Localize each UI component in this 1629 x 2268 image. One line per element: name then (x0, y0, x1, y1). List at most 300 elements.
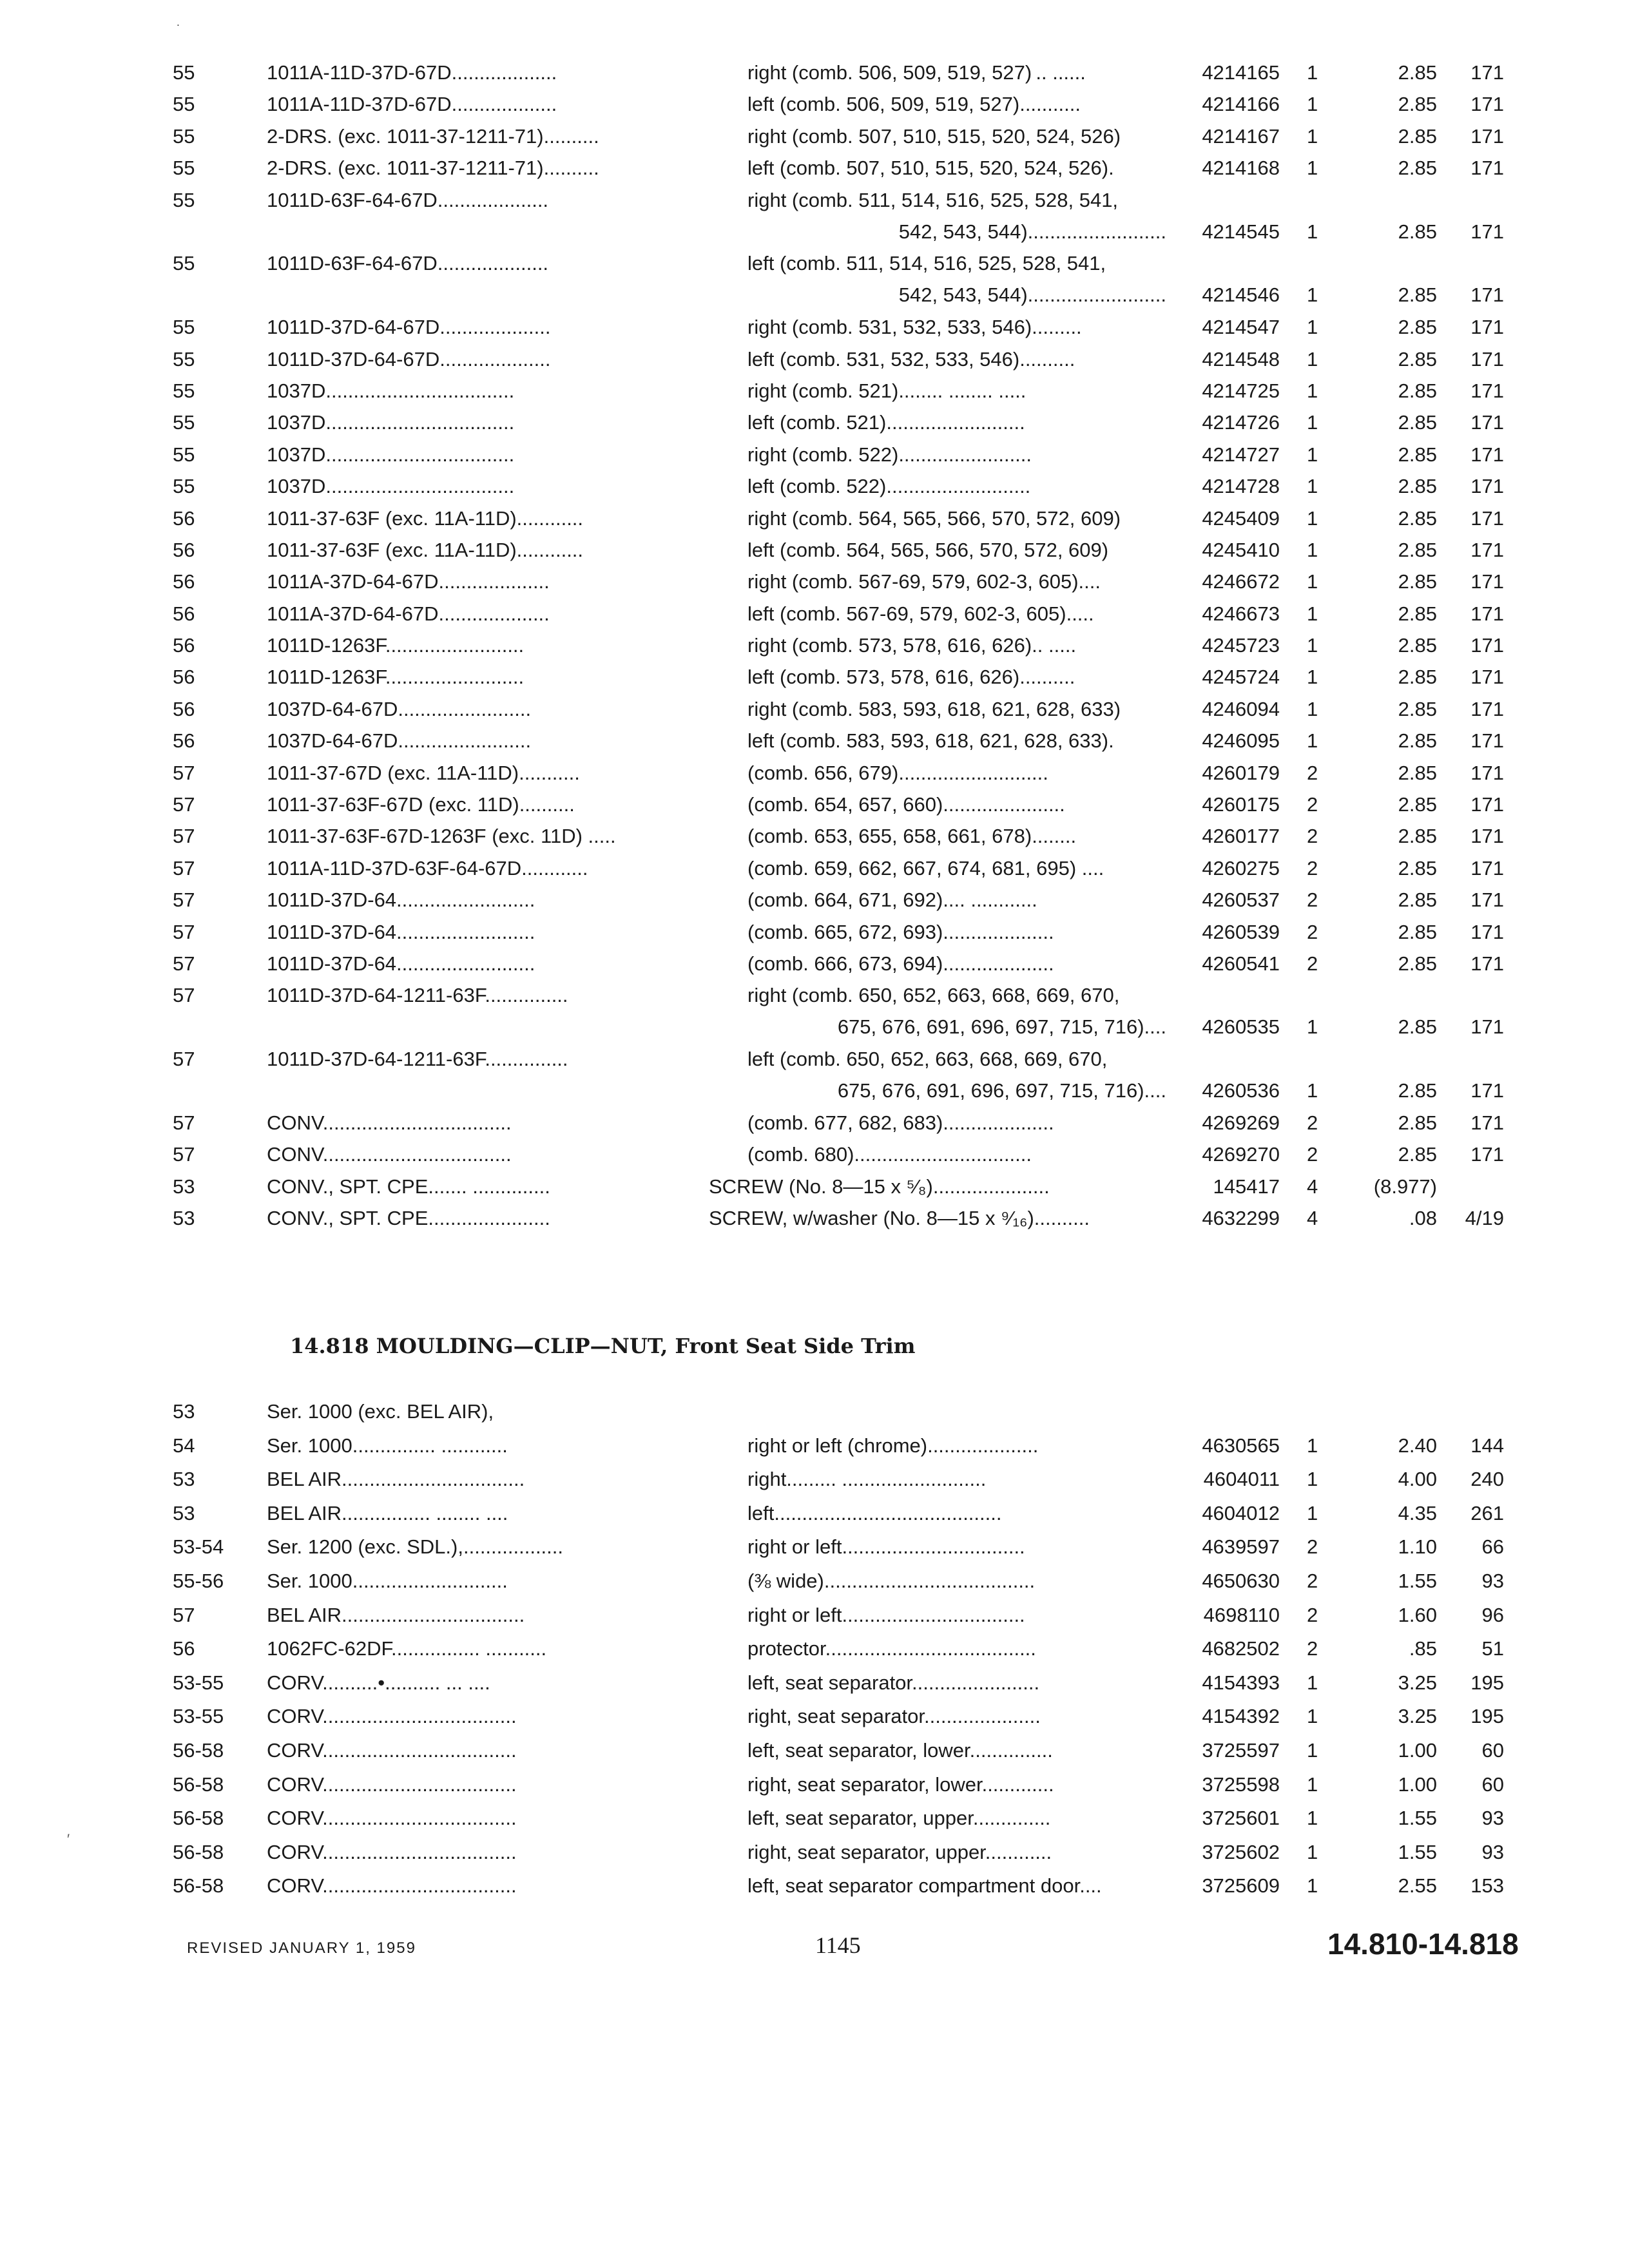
model-code: Ser. 1000............... ............ (267, 1434, 508, 1457)
part-number: 4650630 (1202, 1569, 1280, 1592)
price-group: 96 (1481, 1603, 1504, 1626)
part-number: 4214167 (1202, 124, 1280, 148)
table-row (0, 343, 1629, 375)
model-year: 55 (173, 379, 195, 402)
model-year: 56 (173, 602, 195, 625)
model-year: 57 (173, 1143, 195, 1166)
table-row (0, 979, 1629, 1043)
table-row (0, 1396, 1629, 1430)
price-group: 51 (1481, 1637, 1504, 1660)
table-row (0, 1700, 1629, 1735)
list-price: 1.00 (1398, 1738, 1437, 1762)
price-group: 171 (1470, 1015, 1504, 1039)
list-price: 2.85 (1398, 411, 1437, 434)
quantity: 1 (1307, 411, 1318, 434)
quantity: 1 (1307, 1015, 1318, 1039)
table-row (0, 1531, 1629, 1565)
model-year: 55 (173, 411, 195, 434)
model-year: 55 (173, 252, 195, 275)
price-group: 195 (1470, 1671, 1504, 1694)
section-range: 14.810-14.818 (1327, 1927, 1519, 1961)
model-code: CONV., SPT. CPE...................... (267, 1207, 550, 1230)
description: (comb. 654, 657, 660)...................... (747, 793, 1065, 816)
model-year: 56-58 (173, 1840, 224, 1863)
part-number: 4260537 (1202, 889, 1280, 912)
list-price: 2.85 (1398, 1015, 1437, 1039)
list-price: 3.25 (1398, 1671, 1437, 1694)
list-price: 4.00 (1398, 1468, 1437, 1491)
table-row (0, 407, 1629, 438)
list-price: 1.55 (1398, 1807, 1437, 1830)
description-line-1: right (comb. 650, 652, 663, 668, 669, 670, (747, 984, 1120, 1007)
model-code: 1011D-63F-64-67D.................... (267, 252, 549, 275)
description: left (comb. 521)......................... (747, 411, 1025, 434)
quantity: 2 (1307, 761, 1318, 784)
price-group: 171 (1470, 220, 1504, 243)
part-number: 4246094 (1202, 697, 1280, 720)
price-group: 60 (1481, 1738, 1504, 1762)
list-price: 4.35 (1398, 1501, 1437, 1524)
part-number: 4214728 (1202, 475, 1280, 498)
price-group: 171 (1470, 697, 1504, 720)
description: right (comb. 531, 532, 533, 546)......... (747, 316, 1082, 339)
model-year: 53-55 (173, 1671, 224, 1694)
part-number: 4246673 (1202, 602, 1280, 625)
quantity: 1 (1307, 443, 1318, 466)
model-year: 57 (173, 889, 195, 912)
part-number: 145417 (1213, 1175, 1280, 1198)
list-price: 2.85 (1398, 1111, 1437, 1134)
quantity: 1 (1307, 347, 1318, 370)
description: right (comb. 583, 593, 618, 621, 628, 633) (747, 697, 1121, 720)
quantity: 1 (1307, 316, 1318, 339)
quantity: 4 (1307, 1175, 1318, 1198)
part-number: 4245724 (1202, 666, 1280, 689)
list-price: 1.00 (1398, 1773, 1437, 1796)
list-price: 2.85 (1398, 920, 1437, 943)
model-year: 56-58 (173, 1874, 224, 1898)
description: right or left (chrome).................... (747, 1434, 1039, 1457)
page-number: 1145 (815, 1932, 861, 1958)
list-price: 2.85 (1398, 634, 1437, 657)
part-number: 4682502 (1202, 1637, 1280, 1660)
table-row (0, 725, 1629, 756)
model-code: CORV................................... (267, 1840, 517, 1863)
model-year: 57 (173, 793, 195, 816)
model-code: 1011A-37D-64-67D.................... (267, 570, 550, 593)
model-year: 54 (173, 1434, 195, 1457)
model-year: 57 (173, 1048, 195, 1071)
description: left......................................... (747, 1501, 1002, 1524)
part-number: 3725597 (1202, 1738, 1280, 1762)
model-code: 1011D-63F-64-67D.................... (267, 188, 549, 211)
list-price: 2.85 (1398, 761, 1437, 784)
price-group: 171 (1470, 793, 1504, 816)
list-price: 2.85 (1398, 93, 1437, 116)
price-group: 171 (1470, 347, 1504, 370)
model-year: 55 (173, 157, 195, 180)
list-price: 2.40 (1398, 1434, 1437, 1457)
model-year: 55-56 (173, 1569, 224, 1592)
part-number: 3725598 (1202, 1773, 1280, 1796)
quantity: 1 (1307, 1840, 1318, 1863)
model-year: 56 (173, 570, 195, 593)
table-row (0, 1769, 1629, 1803)
model-code: 1011-37-63F-67D-1263F (exc. 11D) ..... (267, 825, 616, 848)
quantity: 1 (1307, 1738, 1318, 1762)
description: (comb. 666, 673, 694).................... (747, 952, 1054, 975)
table-row (0, 247, 1629, 311)
quantity: 2 (1307, 1637, 1318, 1660)
part-number: 4245409 (1202, 506, 1280, 530)
table-row (0, 375, 1629, 407)
table-row (0, 1171, 1629, 1202)
list-price: 2.85 (1398, 347, 1437, 370)
price-group: 171 (1470, 602, 1504, 625)
description: right (comb. 521)........ ........ ..... (747, 379, 1027, 402)
part-number: 4604012 (1202, 1501, 1280, 1524)
description-line-2: 542, 543, 544)......................... (898, 284, 1166, 307)
description: right......... .......................... (747, 1468, 987, 1491)
price-group: 153 (1470, 1874, 1504, 1898)
model-code: 1011-37-63F (exc. 11A-11D)............ (267, 506, 584, 530)
model-year: 57 (173, 761, 195, 784)
description: left (comb. 567-69, 579, 602-3, 605)..... (747, 602, 1094, 625)
table-row (0, 120, 1629, 152)
price-group: 93 (1481, 1807, 1504, 1830)
quantity: 2 (1307, 1569, 1318, 1592)
list-price: 1.55 (1398, 1569, 1437, 1592)
description: left, seat separator....................... (747, 1671, 1040, 1694)
quantity: 1 (1307, 1705, 1318, 1728)
description: right or left................................. (747, 1603, 1025, 1626)
description (747, 1043, 1166, 1106)
part-number: 4214725 (1202, 379, 1280, 402)
model-year: 56-58 (173, 1807, 224, 1830)
quantity: 1 (1307, 570, 1318, 593)
table-row (0, 757, 1629, 789)
part-number: 4260275 (1202, 856, 1280, 879)
description-line-1: left (comb. 511, 514, 516, 525, 528, 541, (747, 252, 1106, 275)
table-row (0, 693, 1629, 725)
table-row (0, 470, 1629, 502)
part-number: 4214545 (1202, 220, 1280, 243)
price-group: 171 (1470, 1079, 1504, 1102)
price-group: 171 (1470, 411, 1504, 434)
model-code: CONV.................................. (267, 1111, 512, 1134)
part-number: 3725609 (1202, 1874, 1280, 1898)
list-price: 2.85 (1398, 666, 1437, 689)
part-number: 4214166 (1202, 93, 1280, 116)
quantity: 2 (1307, 856, 1318, 879)
quantity: 2 (1307, 920, 1318, 943)
description: right, seat separator, upper............ (747, 1840, 1052, 1863)
price-group: 171 (1470, 825, 1504, 848)
part-number: 4260541 (1202, 952, 1280, 975)
model-code: CORV................................... (267, 1874, 517, 1898)
list-price: 2.85 (1398, 124, 1437, 148)
part-number: 4260539 (1202, 920, 1280, 943)
part-number: 4154393 (1202, 1671, 1280, 1694)
table-row (0, 1667, 1629, 1701)
model-year: 57 (173, 856, 195, 879)
model-code: CORV................................... (267, 1738, 517, 1762)
list-price: 2.85 (1398, 506, 1437, 530)
price-group: 171 (1470, 538, 1504, 561)
part-number: 4246672 (1202, 570, 1280, 593)
price-group: 60 (1481, 1773, 1504, 1796)
stray-mark: ˙ (177, 23, 181, 37)
part-number: 4639597 (1202, 1535, 1280, 1559)
description: SCREW, w/washer (No. 8—15 x ⁹⁄₁₆).......... (709, 1207, 1090, 1230)
price-group: 195 (1470, 1705, 1504, 1728)
table-row (0, 311, 1629, 343)
quantity: 1 (1307, 1501, 1318, 1524)
quantity: 1 (1307, 666, 1318, 689)
quantity: 4 (1307, 1207, 1318, 1230)
model-year: 57 (173, 825, 195, 848)
list-price: 2.85 (1398, 443, 1437, 466)
table-row (0, 1463, 1629, 1497)
price-group: 171 (1470, 889, 1504, 912)
list-price: 2.85 (1398, 61, 1437, 84)
list-price: 2.85 (1398, 793, 1437, 816)
description: left (comb. 531, 532, 533, 546).......... (747, 347, 1075, 370)
price-group: 93 (1481, 1840, 1504, 1863)
model-year: 56 (173, 538, 195, 561)
price-group: 171 (1470, 475, 1504, 498)
model-year: 53 (173, 1175, 195, 1198)
model-year: 56 (173, 729, 195, 753)
description: right (comb. 507, 510, 515, 520, 524, 526) (747, 124, 1121, 148)
part-number: 4698110 (1203, 1603, 1280, 1626)
model-code: 1037D-64-67D........................ (267, 729, 532, 753)
description: right, seat separator..................... (747, 1705, 1041, 1728)
part-number: 4214548 (1202, 347, 1280, 370)
description: left (comb. 573, 578, 616, 626).......... (747, 666, 1075, 689)
list-price: (8.977) (1373, 1175, 1437, 1198)
model-code: 1011D-1263F......................... (267, 666, 525, 689)
part-number: 3725601 (1202, 1807, 1280, 1830)
model-code: 1011-37-63F-67D (exc. 11D).......... (267, 793, 575, 816)
model-code: 1037D.................................. (267, 379, 515, 402)
model-code: 1011D-37D-64-1211-63F............... (267, 1048, 568, 1071)
part-number: 4214165 (1202, 61, 1280, 84)
model-year: 57 (173, 1111, 195, 1134)
model-code: 1037D.................................. (267, 443, 515, 466)
model-year: 56-58 (173, 1738, 224, 1762)
table-row (0, 598, 1629, 629)
table-row (0, 948, 1629, 979)
quantity: 1 (1307, 729, 1318, 753)
price-group: 144 (1470, 1434, 1504, 1457)
quantity: 1 (1307, 538, 1318, 561)
price-group: 171 (1470, 316, 1504, 339)
quantity: 2 (1307, 1143, 1318, 1166)
table-row (0, 1599, 1629, 1633)
model-code: 1011D-37D-64......................... (267, 920, 535, 943)
model-code: 1011A-11D-37D-67D................... (267, 93, 557, 116)
table-row (0, 661, 1629, 693)
table-row (0, 1202, 1629, 1234)
price-group: 171 (1470, 93, 1504, 116)
model-year: 56-58 (173, 1773, 224, 1796)
revision-date: REVISED JANUARY 1, 1959 (187, 1939, 416, 1957)
quantity: 2 (1307, 1535, 1318, 1559)
description: right (comb. 567-69, 579, 602-3, 605).... (747, 570, 1101, 593)
list-price: 2.85 (1398, 952, 1437, 975)
model-code: 2-DRS. (exc. 1011-37-1211-71).......... (267, 124, 599, 148)
description: (comb. 665, 672, 693).................... (747, 920, 1054, 943)
part-number: 4154392 (1202, 1705, 1280, 1728)
description: (comb. 677, 682, 683).................... (747, 1111, 1054, 1134)
parts-table-upper (0, 57, 1629, 1235)
description: right (comb. 564, 565, 566, 570, 572, 609) (747, 506, 1121, 530)
table-row (0, 789, 1629, 820)
model-code: CORV..........•.......... ... .... (267, 1671, 490, 1694)
part-number: 4260177 (1202, 825, 1280, 848)
price-group: 93 (1481, 1569, 1504, 1592)
model-code: 1011D-37D-64-67D.................... (267, 347, 551, 370)
part-number: 3725602 (1202, 1840, 1280, 1863)
quantity: 1 (1307, 61, 1318, 84)
list-price: .85 (1409, 1637, 1437, 1660)
description: left (comb. 564, 565, 566, 570, 572, 609) (747, 538, 1109, 561)
model-year: 55 (173, 443, 195, 466)
model-code: 1037D.................................. (267, 475, 515, 498)
model-code: 1037D.................................. (267, 411, 515, 434)
model-year: 55 (173, 188, 195, 211)
model-code: 1011A-11D-37D-63F-64-67D............ (267, 856, 588, 879)
list-price: 2.85 (1398, 889, 1437, 912)
list-price: 2.85 (1398, 316, 1437, 339)
table-row (0, 1870, 1629, 1904)
price-group: 171 (1470, 443, 1504, 466)
price-group: 171 (1470, 1111, 1504, 1134)
part-number: 4214168 (1202, 157, 1280, 180)
table-row (0, 852, 1629, 884)
price-group: 171 (1470, 284, 1504, 307)
quantity: 1 (1307, 506, 1318, 530)
model-code: BEL AIR................ ........ .... (267, 1501, 508, 1524)
description-line-2: 675, 676, 691, 696, 697, 715, 716).... (837, 1015, 1166, 1039)
model-year: 56 (173, 1637, 195, 1660)
model-code: 1011-37-67D (exc. 11A-11D)........... (267, 761, 580, 784)
description-line-1: right (comb. 511, 514, 516, 525, 528, 541, (747, 188, 1119, 211)
quantity: 1 (1307, 1434, 1318, 1457)
description: left, seat separator compartment door.... (747, 1874, 1102, 1898)
model-code: BEL AIR................................. (267, 1603, 525, 1626)
price-group: 4/19 (1465, 1207, 1504, 1230)
list-price: 2.85 (1398, 284, 1437, 307)
model-code: 1011D-37D-64-67D.................... (267, 316, 551, 339)
quantity: 1 (1307, 379, 1318, 402)
quantity: 1 (1307, 1079, 1318, 1102)
list-price: 2.85 (1398, 856, 1437, 879)
table-row (0, 152, 1629, 184)
description-line-2: 542, 543, 544)......................... (898, 220, 1166, 243)
part-number: 4269269 (1202, 1111, 1280, 1134)
model-year: 57 (173, 984, 195, 1007)
description: protector...................................... (747, 1637, 1036, 1660)
list-price: 1.60 (1398, 1603, 1437, 1626)
part-number: 4260536 (1202, 1079, 1280, 1102)
table-row (0, 566, 1629, 597)
price-group: 261 (1470, 1501, 1504, 1524)
description (747, 247, 1166, 311)
description: (comb. 656, 679)........................... (747, 761, 1048, 784)
price-group: 171 (1470, 506, 1504, 530)
price-group: 171 (1470, 952, 1504, 975)
table-row (0, 1836, 1629, 1870)
price-group: 171 (1470, 634, 1504, 657)
model-code: CONV.................................. (267, 1143, 512, 1166)
quantity: 1 (1307, 634, 1318, 657)
margin-mark: ′ (67, 1831, 70, 1847)
quantity: 1 (1307, 1807, 1318, 1830)
description: (comb. 680)................................ (747, 1143, 1032, 1166)
list-price: 2.85 (1398, 729, 1437, 753)
part-number: 4214547 (1202, 316, 1280, 339)
model-year: 53 (173, 1468, 195, 1491)
list-price: .08 (1409, 1207, 1437, 1230)
part-number: 4246095 (1202, 729, 1280, 753)
model-year: 55 (173, 61, 195, 84)
table-row (0, 534, 1629, 566)
quantity: 1 (1307, 697, 1318, 720)
description: left, seat separator, upper.............. (747, 1807, 1051, 1830)
table-row (0, 1633, 1629, 1667)
quantity: 1 (1307, 124, 1318, 148)
model-year: 55 (173, 316, 195, 339)
quantity: 1 (1307, 1773, 1318, 1796)
description (747, 184, 1166, 247)
model-code: Ser. 1200 (exc. SDL.),.................. (267, 1535, 564, 1559)
quantity: 2 (1307, 889, 1318, 912)
part-number: 4269270 (1202, 1143, 1280, 1166)
description (747, 979, 1166, 1043)
model-code: 1011D-37D-64......................... (267, 952, 535, 975)
table-row (0, 1430, 1629, 1464)
part-number: 4214727 (1202, 443, 1280, 466)
section-heading: 14.818 MOULDING—CLIP—NUT, Front Seat Side Trim (290, 1334, 916, 1358)
quantity: 2 (1307, 825, 1318, 848)
quantity: 1 (1307, 475, 1318, 498)
model-year: 53 (173, 1501, 195, 1524)
description: left (comb. 522).......................... (747, 475, 1031, 498)
table-row (0, 629, 1629, 661)
model-year: 55 (173, 347, 195, 370)
model-year: 55 (173, 93, 195, 116)
parts-table-lower (0, 1396, 1629, 1904)
list-price: 2.85 (1398, 1079, 1437, 1102)
table-row (0, 57, 1629, 88)
description: (comb. 653, 655, 658, 661, 678)........ (747, 825, 1077, 848)
list-price: 2.85 (1398, 379, 1437, 402)
list-price: 2.85 (1398, 825, 1437, 848)
model-year: 53 (173, 1400, 195, 1423)
price-group: 171 (1470, 666, 1504, 689)
price-group: 171 (1470, 761, 1504, 784)
table-row (0, 820, 1629, 852)
quantity: 1 (1307, 93, 1318, 116)
model-code: 1011D-37D-64......................... (267, 889, 535, 912)
model-code: 2-DRS. (exc. 1011-37-1211-71).......... (267, 157, 599, 180)
model-year: 56 (173, 666, 195, 689)
model-year: 55 (173, 475, 195, 498)
list-price: 2.85 (1398, 220, 1437, 243)
model-year: 56 (173, 697, 195, 720)
